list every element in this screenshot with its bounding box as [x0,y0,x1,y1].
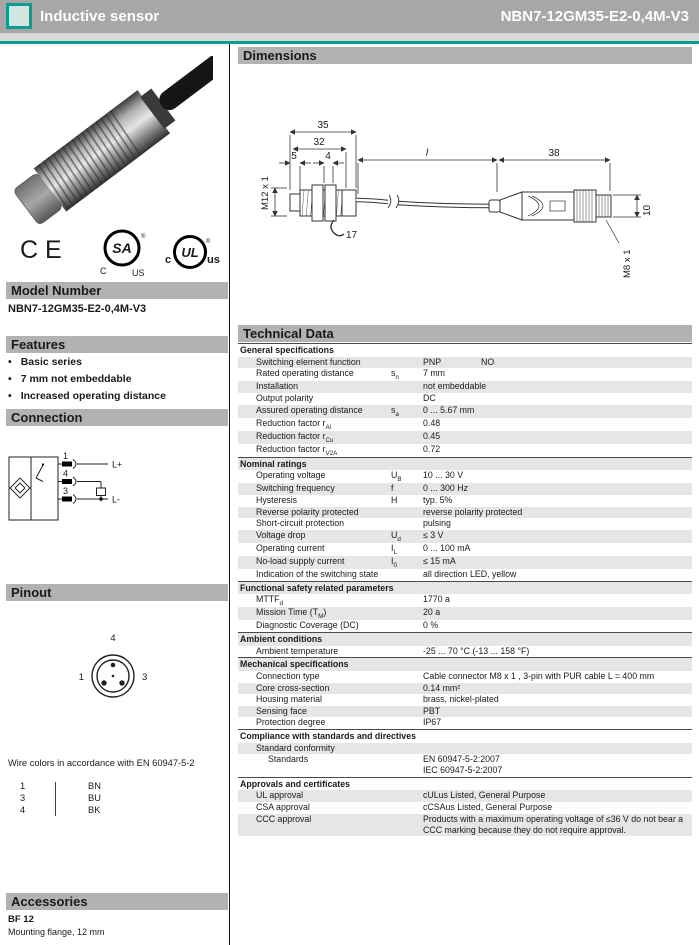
wire-pin: 1 [20,781,26,791]
feature-item: • Increased operating distance [8,388,166,405]
svg-text:SA: SA [112,240,132,256]
tech-row-value: Products with a maximum operating voltage of ≤36 V do not bear a CCC marking because they do not require approval. [423,813,684,835]
tech-row [238,405,692,418]
tech-row-value: reverse polarity protected [423,506,523,517]
model-number-value: NBN7-12GM35-E2-0,4M-V3 [8,303,147,315]
svg-text:L-: L- [112,494,121,505]
tech-row [238,483,692,495]
accent-rule [0,41,699,44]
svg-text:M12 x 1: M12 x 1 [260,176,271,210]
tech-row [238,743,692,755]
tech-row-value: ≤ 3 V [423,529,444,540]
pinout-diagram [58,628,168,718]
tech-row-label: Core cross-section [256,682,330,693]
tech-row-symbol: $I_0$ [391,555,397,569]
tech-row [238,694,692,706]
tech-row-value: 0 ... 100 mA [423,542,471,553]
svg-text:C: C [100,266,107,276]
tech-row-value: cULus Listed, General Purpose [423,790,546,801]
wire-row [8,792,158,804]
svg-text:us: us [207,254,220,266]
svg-text:5: 5 [291,151,297,162]
dimensions-drawing [238,112,692,292]
tech-row-label: Operating voltage [256,470,326,481]
tech-row-symbol: $U_d$ [391,529,401,543]
tech-row-symbol: $s_n$ [391,368,399,382]
tech-row-value: brass, nickel-plated [423,694,499,705]
wire-colors-note: Wire colors in accordance with EN 60947-5-2 [8,758,195,768]
tech-row-value: 0 % [423,620,439,631]
tech-row [238,431,692,444]
tech-section-header: Mechanical specifications [238,657,692,671]
svg-text:10: 10 [642,204,653,216]
tech-row-value: not embeddable [423,381,487,392]
tech-row [238,393,692,405]
svg-text:4: 4 [63,468,69,479]
tech-row-label: Housing material [256,694,323,705]
tech-row-label: Connection type [256,670,320,681]
svg-text:3: 3 [142,672,148,683]
tech-row-value: 1770 a [423,594,450,605]
tech-row [238,357,692,369]
tech-row [238,495,692,507]
pinout-header: Pinout [6,584,228,601]
tech-row [238,381,692,393]
tech-row-symbol: H [391,495,398,506]
tech-row [238,683,692,695]
svg-text:35: 35 [317,120,329,131]
tech-row [238,507,692,519]
svg-text:1: 1 [63,451,69,461]
tech-row-value: -25 ... 70 °C (-13 ... 158 °F) [423,645,530,656]
tech-row-label: Sensing face [256,705,307,716]
tech-row-value: cCSAus Listed, General Purpose [423,801,553,812]
wire-color: BU [88,793,101,803]
tech-row-label: Switching frequency [256,483,335,494]
technical-data-header: Technical Data [238,325,692,342]
tech-row-label: Reduction factor $r_{Al}$ [256,417,332,431]
tech-row [238,543,692,556]
svg-text:4: 4 [110,633,116,644]
tech-row-label: Hysteresis [256,495,298,506]
tech-row-label: Mission Time $(T_M)$ [256,607,327,621]
tech-row-symbol: $I_L$ [391,542,397,556]
tech-row-label: Rated operating distance [256,368,354,379]
tech-row-value: all direction LED, yellow [423,568,517,579]
svg-text:17: 17 [346,230,358,241]
dimensions-header: Dimensions [238,47,692,64]
wire-color: BN [88,781,101,791]
tech-row-value: DC [423,392,436,403]
wire-pin: 3 [20,793,26,803]
tech-row-label: $MTTF_d$ [256,594,283,608]
tech-row-label: Voltage drop [256,529,306,540]
tech-section-header: Approvals and certificates [238,777,692,791]
svg-text:4: 4 [325,151,331,162]
svg-text:1: 1 [78,672,84,683]
tech-row [238,671,692,683]
tech-row-label: Reverse polarity protected [256,506,359,517]
tech-row-label: Protection degree [256,717,326,728]
tech-row-label: UL approval [256,790,304,801]
tech-row-value: PNP NO [423,356,495,367]
header-model-number: NBN7-12GM35-E2-0,4M-V3 [500,8,689,25]
tech-row [238,814,692,836]
svg-text:38: 38 [548,148,560,159]
tech-row [238,790,692,802]
tech-row-value: Cable connector M8 x 1 , 3-pin with PUR cable L = 400 mm [423,670,655,681]
tech-row [238,569,692,581]
tech-row-value: 0.72 [423,443,441,454]
tech-row-label: Ambient temperature [256,645,339,656]
connection-header: Connection [6,409,228,426]
ul-mark-icon [162,232,220,276]
tech-row-label: Switching element function [256,356,361,367]
features-list [8,354,166,405]
svg-text:32: 32 [313,137,325,148]
tech-row-value: 7 mm [423,368,445,379]
column-divider [229,44,230,945]
technical-table [238,343,692,836]
tech-row-label: Reduction factor $r_{V2A}$ [256,443,338,457]
tech-row-label: Operating current [256,542,325,553]
tech-row-value: 0.48 [423,417,441,428]
tech-row [238,444,692,457]
tech-row [238,646,692,658]
tech-row [238,556,692,569]
tech-row-label: Output polarity [256,392,314,403]
tech-section-header: Ambient conditions [238,632,692,646]
tech-row-label: Indication of the switching state [256,568,379,579]
tech-row [238,418,692,431]
tech-row [238,802,692,814]
page-header [0,0,699,33]
tech-row-value: 20 a [423,607,441,618]
wire-row [8,804,158,816]
svg-text:c: c [165,254,172,266]
tech-row-value: 10 ... 30 V [423,470,464,481]
feature-item: • Basic series [8,354,166,371]
feature-item: • 7 mm not embeddable [8,371,166,388]
tech-row [238,717,692,729]
tech-row-label: Reduction factor $r_{Cu}$ [256,430,334,444]
brand-logo-icon [6,3,32,29]
tech-row [238,607,692,620]
tech-row-value: typ. 5% [423,495,453,506]
svg-text:M8 x 1: M8 x 1 [622,249,633,278]
wire-pin: 4 [20,805,26,815]
model-number-header: Model Number [6,282,228,299]
accessory-description: Mounting flange, 12 mm [8,927,105,937]
tech-row-label: CCC approval [256,813,312,824]
wire-row [8,780,158,792]
tech-row-value: EN 60947-5-2:2007 IEC 60947-5-2:2007 [423,754,503,776]
tech-row-value: 0.45 [423,430,441,441]
tech-row [238,368,692,381]
tech-row-label: CSA approval [256,801,310,812]
tech-row-label: Short-circuit protection [256,518,345,529]
tech-row-value: pulsing [423,518,451,529]
tech-row [238,594,692,607]
tech-section-header: Nominal ratings [238,457,692,471]
accessory-name: BF 12 [8,914,34,925]
tech-row-value: 0 ... 5.67 mm [423,404,475,415]
tech-section-header: General specifications [238,343,692,357]
svg-text:L+: L+ [112,459,123,470]
tech-row-value: ≤ 15 mA [423,555,456,566]
tech-row [238,620,692,632]
features-header: Features [6,336,228,353]
tech-row-label: Diagnostic Coverage (DC) [256,620,359,631]
tech-row-label: Standard conformity [256,742,335,753]
svg-text:3: 3 [63,486,69,496]
wire-color-table [8,780,158,818]
svg-text:®: ® [206,239,211,245]
tech-row-label: Assured operating distance [256,404,363,415]
tech-section-header: Functional safety related parameters [238,581,692,595]
tech-row-symbol: $U_B$ [391,470,402,484]
certification-marks [14,226,219,278]
tech-row [238,518,692,530]
accessories-header: Accessories [6,893,228,910]
svg-text:UL: UL [181,245,199,260]
csa-mark-icon [98,226,148,278]
tech-row-label: No-load supply current [256,555,345,566]
product-type-title: Inductive sensor [40,8,160,25]
wire-color: BK [88,805,101,815]
tech-row-value: PBT [423,705,441,716]
tech-section-header: Compliance with standards and directives [238,729,692,743]
header-strip [0,33,699,41]
tech-row-label: Standards [268,754,309,765]
connection-diagram [6,448,211,543]
tech-row [238,706,692,718]
tech-row-value: IP67 [423,717,442,728]
tech-row [238,754,692,776]
tech-row-value: 0 ... 300 Hz [423,483,468,494]
ce-mark-icon: CE [20,236,69,264]
tech-row-label: Installation [256,381,299,392]
svg-text:US: US [132,268,145,278]
svg-text:®: ® [141,234,146,240]
tech-row [238,530,692,543]
tech-row-value: 0.14 mm² [423,682,461,693]
tech-row [238,470,692,483]
wire-table-divider [55,782,56,816]
svg-text:l: l [425,148,429,159]
tech-row-symbol: f [391,483,394,494]
tech-row-symbol: $s_a$ [391,404,399,418]
